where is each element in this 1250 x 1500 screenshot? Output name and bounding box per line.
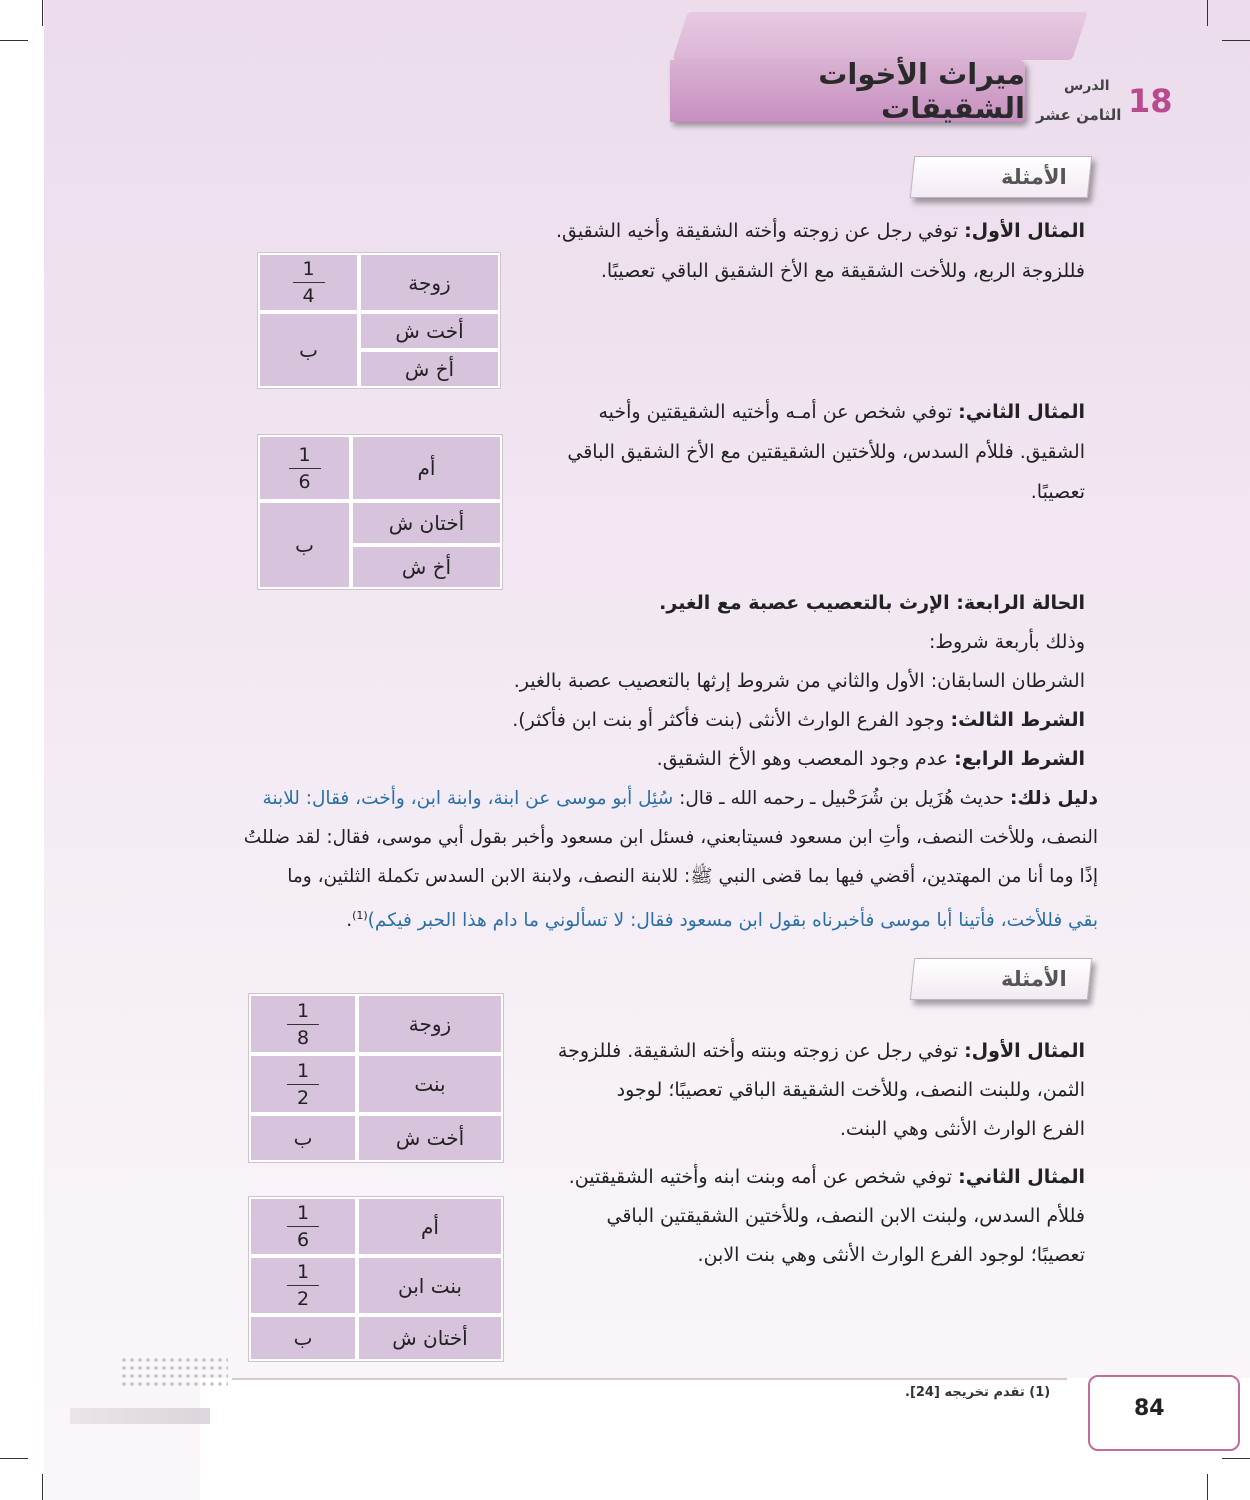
- crop-mark: [0, 1458, 28, 1459]
- numerator: 1: [296, 999, 310, 1022]
- heirs-table: [257, 252, 501, 389]
- table-row: [258, 253, 500, 312]
- ministry-logo-text: [70, 1408, 210, 1424]
- denominator: 2: [296, 1086, 310, 1109]
- share-cell: [249, 1054, 357, 1114]
- denominator: 6: [296, 1229, 310, 1251]
- numerator: 1: [302, 258, 315, 280]
- example4-label: المثال الثاني:: [958, 1166, 1085, 1188]
- heir-cell: أم: [351, 435, 502, 501]
- example2-line1: [598, 399, 1085, 425]
- share-cell: ب: [258, 312, 359, 388]
- crop-mark: [1207, 1474, 1208, 1500]
- table-row: [258, 501, 502, 545]
- evidence-line4: [176, 903, 1098, 934]
- condition-3-label: الشرط الثالث:: [950, 709, 1085, 731]
- heir-cell: أختان ش: [357, 1315, 503, 1361]
- denominator: 6: [298, 470, 311, 493]
- share-cell: [249, 1197, 357, 1256]
- evidence-quote: سُئِل أبو موسى عن ابنة، وابنة ابن، وأخت، فقال: للابنة: [262, 788, 674, 809]
- share-cell: ب: [249, 1315, 357, 1361]
- numerator: 1: [296, 1261, 310, 1283]
- example4-line3: تعصيبًا؛ لوجود الفرع الوارث الأنثى وهي بنت الابن.: [697, 1244, 1085, 1266]
- share-cell: [249, 994, 357, 1054]
- condition-4-text: عدم وجود المعصب وهو الأخ الشقيق.: [656, 748, 955, 770]
- heir-cell: أخت ش: [357, 1114, 503, 1162]
- heir-cell: أختان ش: [351, 501, 502, 545]
- ministry-logo: [120, 1356, 228, 1386]
- heir-cell: بنت: [357, 1054, 503, 1114]
- table-row: [249, 1114, 503, 1162]
- lesson-title-text: ميراث الأخوات الشقيقات: [818, 57, 1025, 125]
- crop-mark: [42, 1474, 43, 1500]
- crop-mark: [1222, 40, 1250, 41]
- evidence-intro: حديث هُزَيل بن شُرَحْبيل ـ رحمه الله ـ قال:: [673, 788, 1010, 809]
- share-cell: ب: [258, 501, 351, 589]
- share-cell: [258, 435, 351, 501]
- case4-heading: الحالة الرابعة: الإرث بالتعصيب عصبة مع الغير.: [659, 592, 1085, 614]
- example1-label: المثال الأول:: [964, 220, 1085, 242]
- condition-3-text: وجود الفرع الوارث الأنثى (بنت فأكثر أو بنت ابن فأكثر).: [512, 709, 951, 731]
- numerator: 1: [298, 443, 311, 466]
- table-row: [258, 312, 500, 350]
- numerator: 1: [296, 1059, 310, 1082]
- case4-intro: وذلك بأربعة شروط:: [929, 631, 1085, 653]
- lesson-title: [670, 57, 1025, 125]
- condition-4: [657, 746, 1085, 772]
- crop-mark: [1222, 1458, 1250, 1459]
- examples-tab-label: الأمثلة: [1001, 967, 1067, 991]
- table-row: [249, 1054, 503, 1114]
- heirs-table: [248, 993, 504, 1163]
- example1-text: توفي رجل عن زوجته وأخته الشقيقة وأخيه الشقيق.: [555, 220, 965, 242]
- fraction: [287, 998, 319, 1051]
- condition-4-label: الشرط الرابع:: [954, 748, 1085, 770]
- example3-line2: الثمن، وللبنت النصف، وللأخت الشقيقة الباقي تعصيبًا؛ لوجود: [616, 1079, 1085, 1101]
- footnote: (1) تقدم تخريجه [24].: [905, 1385, 1051, 1400]
- evidence-line3: إذًا وما أنا من المهتدين، أقضي فيها بما قضى النبي ﷺ: للابنة النصف، ولابنة الابن السدس تكملة الثلثين، وما: [287, 866, 1098, 887]
- table-row: [249, 994, 503, 1054]
- crop-mark: [0, 40, 28, 41]
- denominator: 8: [296, 1026, 310, 1049]
- evidence-line2: النصف، وللأخت النصف، وأتِ ابن مسعود فسيتابعني، فسئل ابن مسعود وأخبر بقول أبي موسى، فقال: لقد ضللتُ: [243, 827, 1098, 848]
- heir-cell: أخت ش: [359, 312, 500, 350]
- evidence-label: دليل ذلك:: [1009, 788, 1098, 809]
- examples-tab: [910, 958, 1092, 1000]
- fraction: [289, 442, 321, 495]
- heir-cell: زوجة: [357, 994, 503, 1054]
- conditions-1-2: الشرطان السابقان: الأول والثاني من شروط إرثها بالتعصيب عصبة بالغير.: [513, 670, 1085, 692]
- fraction: [287, 1200, 319, 1253]
- example1-line2: فللزوجة الربع، وللأخت الشقيقة مع الأخ الشقيق الباقي تعصيبًا.: [600, 260, 1085, 282]
- examples-tab: [910, 156, 1092, 198]
- example2-line2: الشقيق. فللأم السدس، وللأختين الشقيقتين مع الأخ الشقيق الباقي: [567, 441, 1085, 463]
- denominator: 2: [296, 1288, 310, 1310]
- lesson-ordinal: الثامن عشر: [1036, 106, 1122, 124]
- example3-text: توفي رجل عن زوجته وبنته وأخته الشقيقة. فللزوجة: [557, 1040, 965, 1062]
- crop-mark: [42, 0, 43, 26]
- condition-3: [512, 707, 1085, 733]
- examples-tab-label: الأمثلة: [1001, 165, 1067, 189]
- footnote-ref: (1): [352, 909, 368, 922]
- heirs-table: [248, 1196, 504, 1362]
- lesson-number: 18: [1128, 82, 1173, 120]
- example2-line3: تعصيبًا.: [1030, 481, 1085, 503]
- fraction: [287, 1259, 319, 1312]
- evidence-quote-end: بقي فللأخت، فأتينا أبا موسى فأخبرناه بقول ابن مسعود فقال: لا تسألوني ما دام هذا الحبر فيكم): [367, 910, 1098, 932]
- example3-line3: الفرع الوارث الأنثى وهي البنت.: [839, 1118, 1085, 1140]
- heir-cell: زوجة: [359, 253, 500, 312]
- example2-text: توفي شخص عن أمـه وأختيه الشقيقتين وأخيه: [598, 401, 959, 423]
- example3-label: المثال الأول:: [964, 1040, 1085, 1062]
- page-number: 84: [1134, 1396, 1165, 1421]
- heir-cell: أخ ش: [359, 350, 500, 388]
- evidence-end: .: [346, 910, 353, 932]
- table-row: [249, 1315, 503, 1361]
- example4-line2: فللأم السدس، ولبنت الابن النصف، وللأختين الشقيقتين الباقي: [606, 1205, 1085, 1227]
- table-row: [258, 435, 502, 501]
- numerator: 1: [296, 1202, 310, 1224]
- heir-cell: أخ ش: [351, 545, 502, 589]
- heirs-table: [257, 434, 503, 590]
- title-ribbon: [672, 12, 1088, 60]
- share-cell: [258, 253, 359, 312]
- footnote-divider: [232, 1378, 1067, 1380]
- example2-label: المثال الثاني:: [958, 401, 1085, 423]
- lesson-label: الدرس: [1064, 78, 1110, 94]
- share-cell: [249, 1256, 357, 1315]
- example3-line1: [558, 1038, 1085, 1064]
- example1-line1: [556, 218, 1085, 244]
- share-cell: ب: [249, 1114, 357, 1162]
- fraction: [293, 256, 325, 309]
- evidence-line1: [176, 786, 1098, 812]
- heir-cell: أم: [357, 1197, 503, 1256]
- denominator: 4: [302, 285, 315, 307]
- example4-text: توفي شخص عن أمه وبنت ابنه وأختيه الشقيقتين.: [568, 1166, 959, 1188]
- heir-cell: بنت ابن: [357, 1256, 503, 1315]
- example4-line1: [569, 1164, 1085, 1190]
- table-row: [249, 1197, 503, 1256]
- fraction: [287, 1058, 319, 1111]
- crop-mark: [1207, 0, 1208, 26]
- table-row: [249, 1256, 503, 1315]
